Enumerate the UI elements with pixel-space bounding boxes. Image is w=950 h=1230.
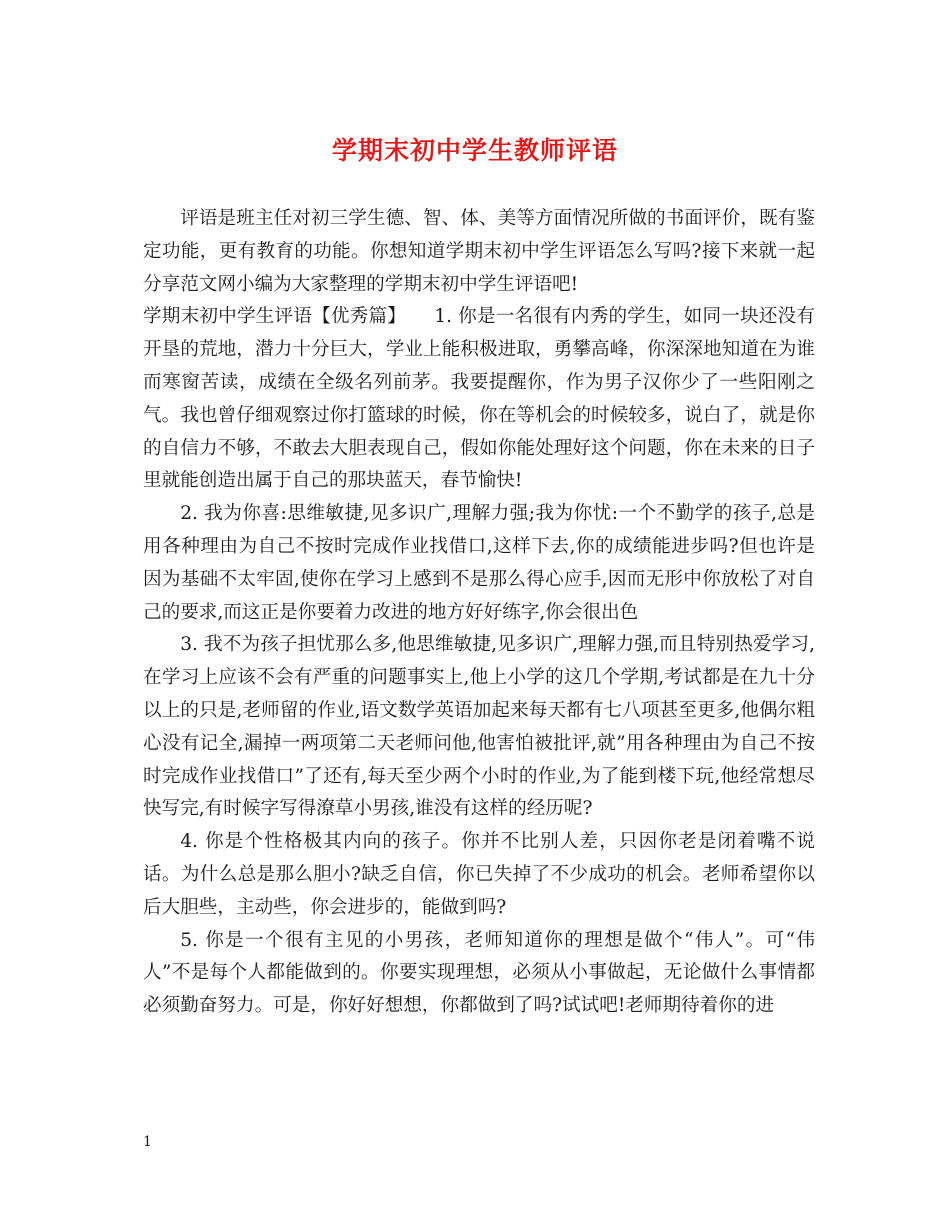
comment-paragraph-4: 4. 你是个性格极其内向的孩子。你并不比别人差，只因你老是闭着嘴不说话。为什么总是那么胆小?缺乏自信，你已失掉了不少成功的机会。老师希望你以后大胆些，主动些，你会进步的，能做到吗? bbox=[143, 831, 815, 918]
comment-paragraph-1: 学期末初中学生评语【优秀篇】 1. 你是一名很有内秀的学生，如同一块还没有开垦的荒地，潜力十分巨大，学业上能积极进取，勇攀高峰，你深深地知道在为谁而寒窗苦读，成绩在全级名列前茅。我要提醒你，作为男子汉你少了一些阳刚之气。我也曾仔细观察过你打篮球的时候，你在等机会的时候较多，说白了，就是你的自信力不够，不敢去大胆表现自己，假如你能处理好这个问题，你在未来的日子里就能创造出属于自己的那块蓝天，春节愉快! bbox=[143, 306, 815, 492]
intro-paragraph: 评语是班主任对初三学生德、智、体、美等方面情况所做的书面评价，既有鉴定功能，更有教育的功能。你想知道学期末初中学生评语怎么写吗?接下来就一起分享范文网小编为大家整理的学期末初中学生评语吧! bbox=[143, 208, 815, 295]
comment-paragraph-3: 3. 我不为孩子担忧那么多,他思维敏捷,见多识广,理解力强,而且特别热爱学习,在学习上应该不会有严重的问题事实上,他上小学的这几个学期,考试都是在九十分以上的只是,老师留的作业,语文数学英语加起来每天都有七八项甚至更多,他偶尔粗心没有记全,漏掉一两项第二天老师问他,他害怕被批评,就”用各种理由为自己不按时完成作业找借口”了还有,每天至少两个小时的作业,为了能到楼下玩,他经常想尽快写完,有时候字写得潦草小男孩,谁没有这样的经历呢? bbox=[143, 634, 815, 820]
document-body bbox=[143, 203, 815, 1023]
comment-paragraph-2: 2. 我为你喜:思维敏捷,见多识广,理解力强;我为你忧:一个不勤学的孩子,总是用各种理由为自己不按时完成作业找借口,这样下去,你的成绩能进步吗?但也许是因为基础不太牢固,使你在学习上感到不是那么得心应手,因而无形中你放松了对自己的要求,而这正是你要着力改进的地方好好练字,你会很出色 bbox=[143, 503, 815, 623]
document-title: 学期末初中学生教师评语 bbox=[331, 136, 618, 165]
page-number: 1 bbox=[143, 1134, 152, 1150]
comment-paragraph-5: 5. 你是一个很有主见的小男孩，老师知道你的理想是做个“伟人”。可“伟人”不是每个人都能做到的。你要实现理想，必须从小事做起，无论做什么事情都必须勤奋努力。可是，你好好想想，你都做到了吗?试试吧!老师期待着你的进 bbox=[143, 929, 815, 1017]
